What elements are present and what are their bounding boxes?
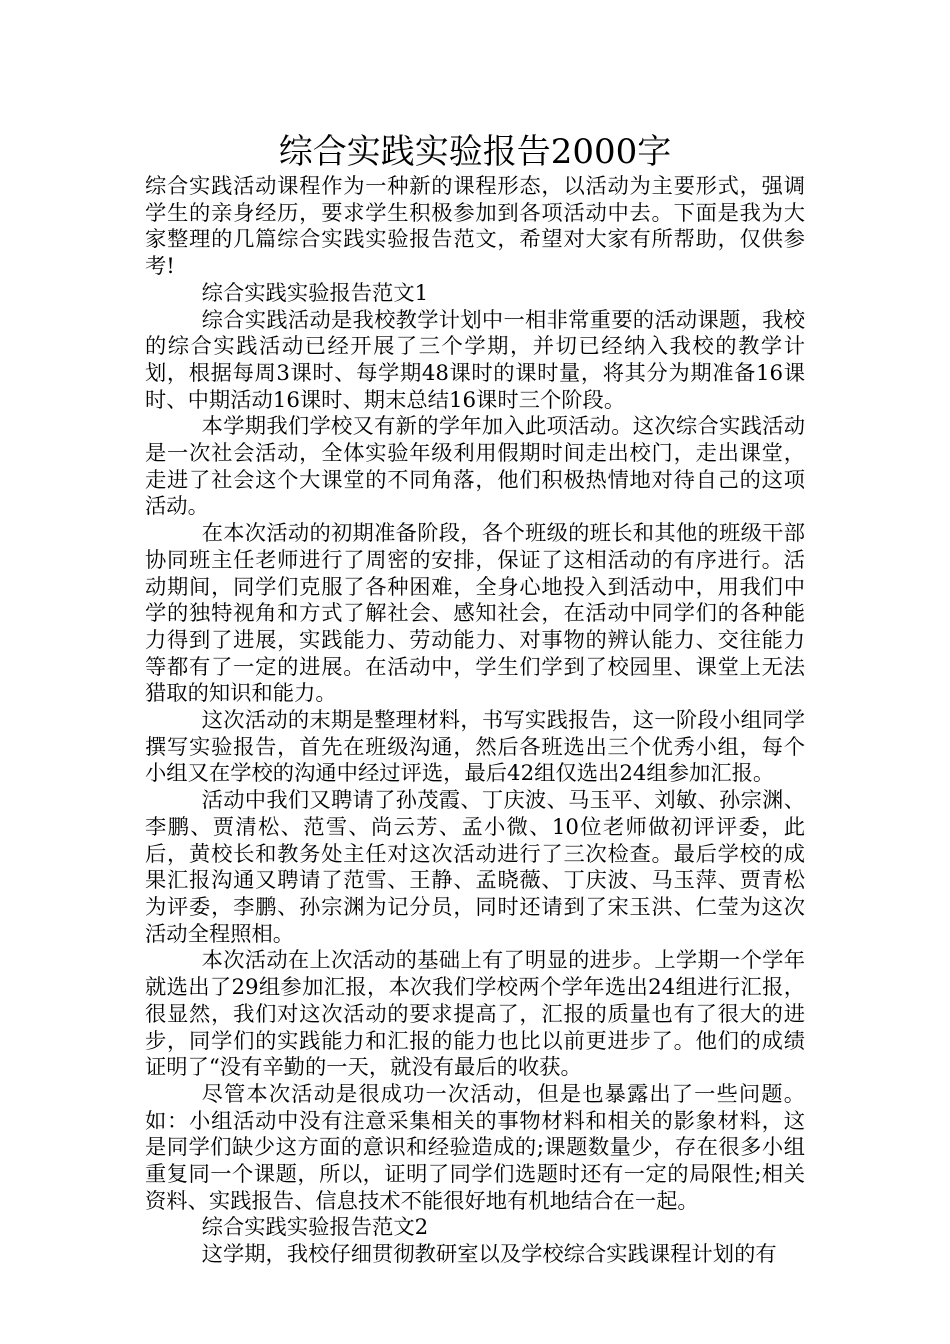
paragraph: 本次活动在上次活动的基础上有了明显的进步。上学期一个学年就选出了29组参加汇报，本次我们学校两个学年选出24组进行汇报，很显然，我们对这次活动的要求提高了，汇报的质量也有了很大的进步，同学们的实践能力和汇报的能力也比以前更进步了。他们的成绩证明了“没有辛勤的一天，就没有最后的收获。 — [145, 948, 805, 1081]
paragraph: 在本次活动的初期准备阶段，各个班级的班长和其他的班级干部协同班主任老师进行了周密的安排，保证了这相活动的有序进行。活动期间，同学们克服了各种困难，全身心地投入到活动中，用我们中学的独特视角和方式了解社会、感知社会，在活动中同学们的各种能力得到了进展，实践能力、劳动能力、对事物的辨认能力、交往能力等都有了一定的进展。在活动中，学生们学到了校园里、课堂上无法猎取的知识和能力。 — [145, 521, 805, 707]
paragraph: 综合实践实验报告范文2 — [201, 1215, 429, 1241]
document-title: 综合实践实验报告2000字 — [278, 132, 672, 172]
document-body — [145, 174, 805, 1269]
paragraph: 活动中我们又聘请了孙茂霞、丁庆波、马玉平、刘敏、孙宗渊、李鹏、贾清松、范雪、尚云芳、孟小微、10位老师做初评评委，此后，黄校长和教务处主任对这次活动进行了三次检查。最后学校的成果汇报沟通又聘请了范雪、王静、孟晓薇、丁庆波、马玉萍、贾青松为评委，李鹏、孙宗渊为记分员，同时还请到了宋玉洪、仁莹为这次活动全程照相。 — [145, 788, 805, 947]
paragraph: 综合实践实验报告范文1 — [201, 280, 429, 306]
paragraph: 综合实践活动课程作为一种新的课程形态，以活动为主要形式，强调学生的亲身经历，要求学生积极参加到各项活动中去。下面是我为大家整理的几篇综合实践实验报告范文，希望对大家有所帮助，仅供参考! — [145, 174, 805, 280]
paragraph: 这次活动的末期是整理材料，书写实践报告，这一阶段小组同学撰写实验报告，首先在班级沟通，然后各班选出三个优秀小组，每个小组又在学校的沟通中经过评选，最后42组仅选出24组参加汇报。 — [145, 708, 805, 787]
paragraph: 本学期我们学校又有新的学年加入此项活动。这次综合实践活动是一次社会活动，全体实验年级利用假期时间走出校门，走出课堂，走进了社会这个大课堂的不同角落，他们积极热情地对待自己的这项活动。 — [145, 414, 805, 520]
paragraph: 这学期，我校仔细贯彻教研室以及学校综合实践课程计划的有 — [201, 1242, 777, 1268]
paragraph: 综合实践活动是我校教学计划中一相非常重要的活动课题，我校的综合实践活动已经开展了三个学期，并切已经纳入我校的教学计划，根据每周3课时、每学期48课时的课时量，将其分为期准备16课时、中期活动16课时、期末总结16课时三个阶段。 — [145, 307, 805, 413]
paragraph: 尽管本次活动是很成功一次活动，但是也暴露出了一些问题。如：小组活动中没有注意采集相关的事物材料和相关的影象材料，这是同学们缺少这方面的意识和经验造成的;课题数量少，存在很多小组重复同一个课题，所以，证明了同学们选题时还有一定的局限性;相关资料、实践报告、信息技术不能很好地有机地结合在一起。 — [145, 1081, 805, 1214]
